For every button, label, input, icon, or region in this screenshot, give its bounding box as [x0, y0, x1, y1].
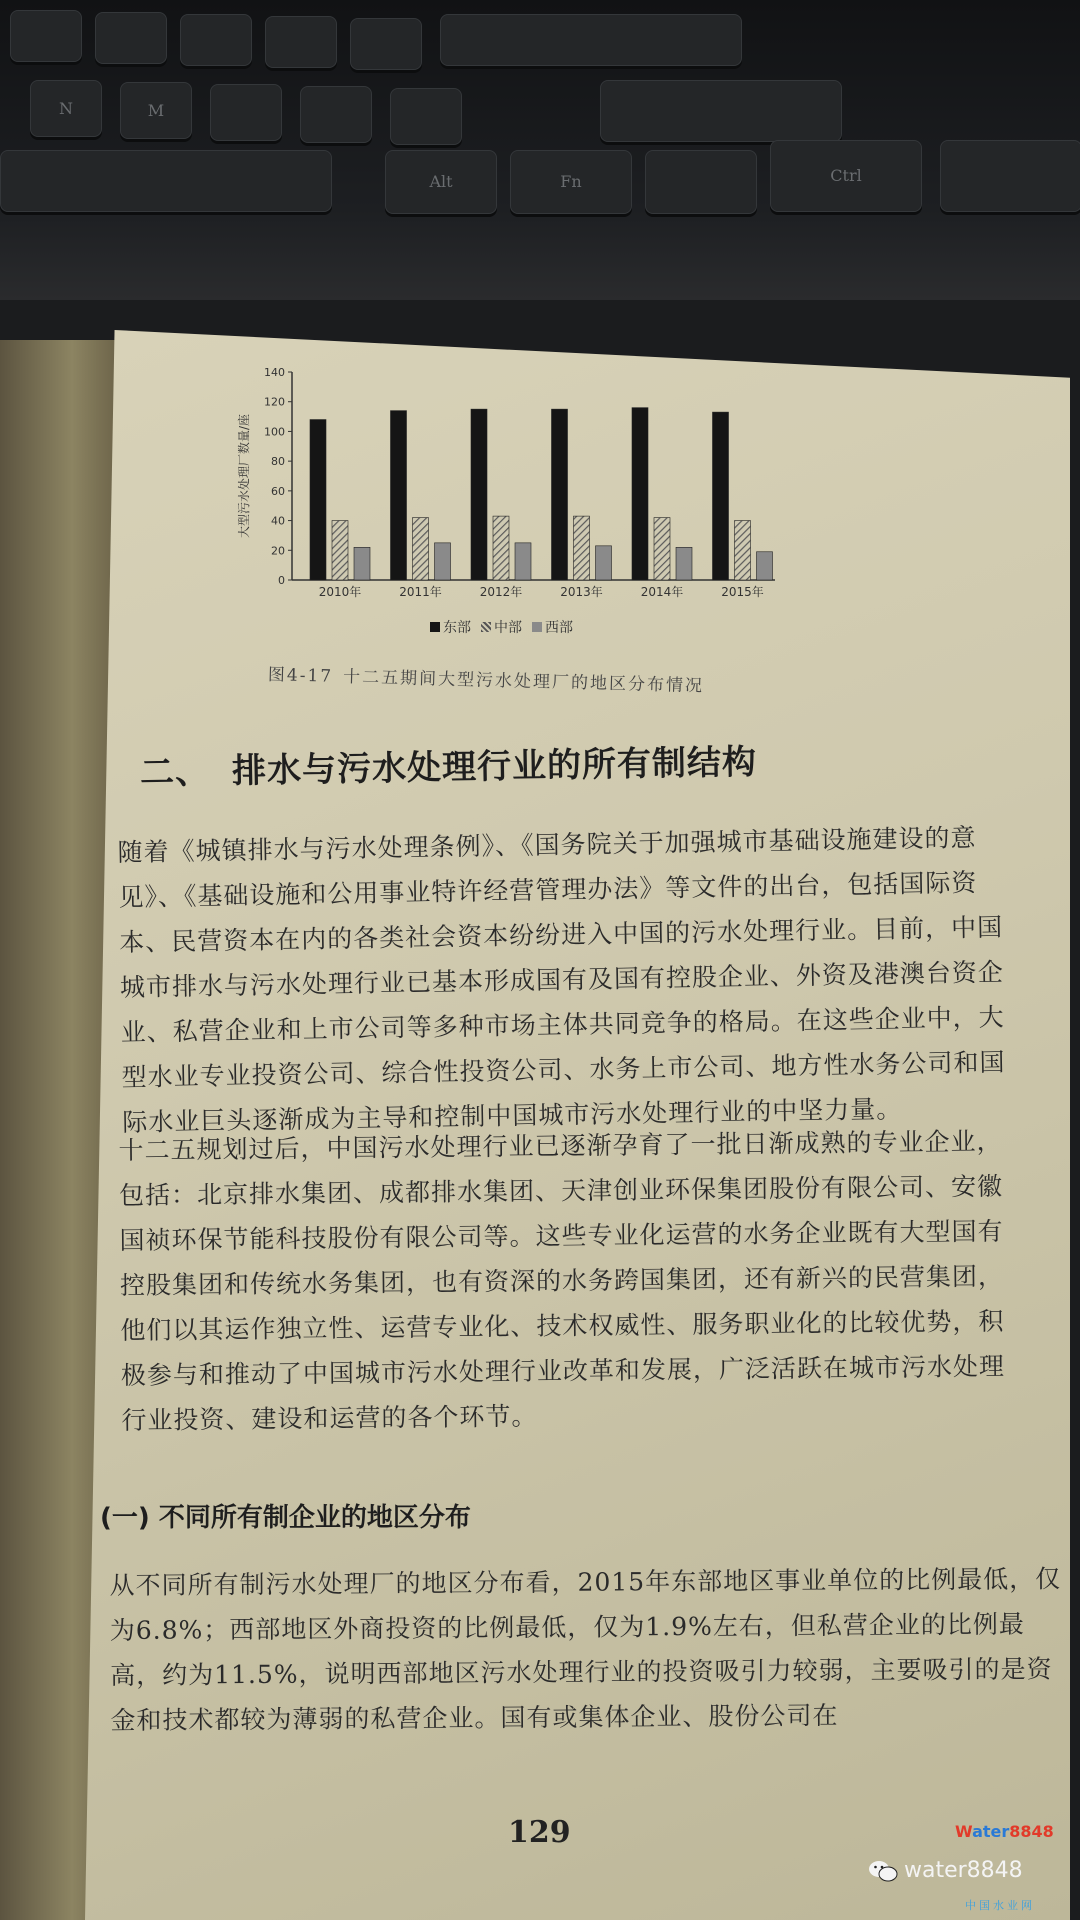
bar-东部-2015年	[713, 412, 729, 580]
bar-西部-2015年	[757, 552, 773, 580]
keyboard-key: N	[30, 80, 102, 137]
legend-swatch-east	[430, 622, 440, 632]
legend-item-east	[430, 617, 471, 637]
y-tick-label: 120	[264, 395, 285, 409]
bar-中部-2015年	[735, 521, 751, 580]
site-logo: Water8848	[955, 1822, 1054, 1841]
bar-西部-2013年	[596, 546, 612, 580]
bar-东部-2012年	[471, 409, 487, 580]
keyboard-background	[0, 0, 1080, 300]
keyboard-key	[265, 16, 337, 68]
y-tick-label: 20	[271, 544, 285, 558]
chart-legend	[430, 617, 573, 637]
bar-西部-2014年	[676, 547, 692, 580]
keyboard-key	[180, 14, 252, 66]
bar-东部-2013年	[552, 409, 568, 580]
bar-东部-2010年	[310, 420, 326, 580]
keyboard-key: M	[120, 82, 192, 139]
bar-中部-2014年	[654, 518, 670, 580]
keyboard-key	[95, 12, 167, 64]
legend-label-east: 东部	[443, 620, 471, 636]
body-paragraph-1: 随着《城镇排水与污水处理条例》、《国务院关于加强城市基础设施建设的意见》、《基础设施和公用事业特许经营管理办法》等文件的出台，包括国际资本、民营资本在内的各类社会资本纷纷进入中国的污水处理行业。目前，中国城市排水与污水处理行业已基本形成国有及国有控股企业、外资及港澳台资企业、私营企业和上市公司等多种市场主体共同竞争的格局。在这些企业中，大型水业专业投资公司、综合性投资公司、水务上市公司、地方性水务公司和国际水业巨头逐渐成为主导和控制中国城市污水处理行业的中坚力量。	[117, 823, 1006, 1137]
figure-caption-text: 十二五期间大型污水处理厂的地区分布情况	[342, 666, 705, 697]
x-tick-label: 2014年	[640, 585, 684, 599]
wechat-icon	[868, 1860, 898, 1882]
keyboard-key	[300, 86, 372, 143]
legend-label-west: 西部	[545, 620, 573, 636]
keyboard-key: Alt	[385, 150, 497, 214]
bar-中部-2012年	[493, 516, 509, 580]
y-tick-label: 140	[264, 366, 285, 379]
keyboard-key: Fn	[510, 150, 632, 214]
y-tick-label: 60	[271, 484, 285, 498]
bar-中部-2011年	[413, 518, 429, 580]
keyboard-key	[645, 150, 757, 214]
x-tick-label: 2010年	[318, 585, 362, 599]
bar-中部-2010年	[332, 521, 348, 580]
bar-西部-2010年	[354, 547, 370, 580]
body-paragraph-2: 十二五规划过后，中国污水处理行业已逐渐孕育了一批日渐成熟的专业企业，包括：北京排水集团、成都排水集团、天津创业环保集团股份有限公司、安徽国祯环保节能科技股份有限公司等。这些专业化运营的水务企业既有大型国有控股集团和传统水务集团，也有资深的水务跨国集团，还有新兴的民营集团，他们以其运作独立性、运营专业化、技术权威性、服务职业化的比较优势，积极参与和推动了中国城市污水处理行业改革和发展，广泛活跃在城市污水处理行业投资、建设和运营的各个环节。	[118, 1126, 1006, 1435]
y-tick-label: 0	[278, 574, 285, 587]
section-title: 排水与污水处理行业的所有制结构	[231, 742, 758, 792]
chart-svg	[230, 360, 790, 620]
keyboard-key	[210, 84, 282, 141]
page-number: 129	[508, 1815, 571, 1850]
y-tick-label: 100	[264, 425, 285, 439]
bar-chart	[230, 360, 790, 640]
legend-item-west	[532, 617, 573, 637]
legend-label-central: 中部	[494, 620, 522, 636]
keyboard-key	[10, 10, 82, 62]
bar-西部-2012年	[515, 543, 531, 580]
bar-东部-2011年	[391, 411, 407, 580]
keyboard-key	[390, 88, 462, 145]
x-tick-label: 2011年	[399, 585, 442, 599]
legend-item-central	[481, 617, 522, 637]
body-paragraph-3: 从不同所有制污水处理厂的地区分布看，2015年东部地区事业单位的比例最低，仅为6.8%；西部地区外商投资的比例最低，仅为1.9%左右，但私营企业的比例最高，约为11.5%，说明西部地区污水处理行业的投资吸引力较弱，主要吸引的是资金和技术都较为薄弱的私营企业。国有或集体企业、股份公司在	[109, 1564, 1062, 1735]
subsection-heading: (一) 不同所有制企业的地区分布	[100, 1503, 471, 1533]
keyboard-key	[440, 14, 742, 66]
x-tick-label: 2012年	[479, 585, 523, 599]
x-tick-label: 2015年	[721, 585, 764, 599]
legend-swatch-central	[481, 622, 491, 632]
y-tick-label: 80	[271, 455, 285, 469]
keyboard-key	[350, 18, 422, 70]
site-name: 中国水业网	[965, 1899, 1035, 1912]
bar-中部-2013年	[574, 516, 590, 580]
legend-swatch-west	[532, 622, 542, 632]
section-number: 二、	[139, 751, 211, 793]
bar-东部-2014年	[632, 408, 648, 580]
keyboard-key	[940, 140, 1080, 212]
keyboard-key	[0, 150, 332, 212]
keyboard-key: Ctrl	[770, 140, 922, 212]
figure-number: 图4-17	[267, 665, 334, 687]
x-tick-label: 2013年	[560, 585, 603, 599]
y-tick-label: 40	[271, 514, 285, 528]
watermark-handle: water8848	[904, 1858, 1023, 1883]
keyboard-key	[600, 80, 842, 142]
bar-西部-2011年	[435, 543, 451, 580]
y-axis-label: 大型污水处理厂数量/座	[237, 413, 251, 539]
wechat-watermark	[868, 1858, 1023, 1883]
